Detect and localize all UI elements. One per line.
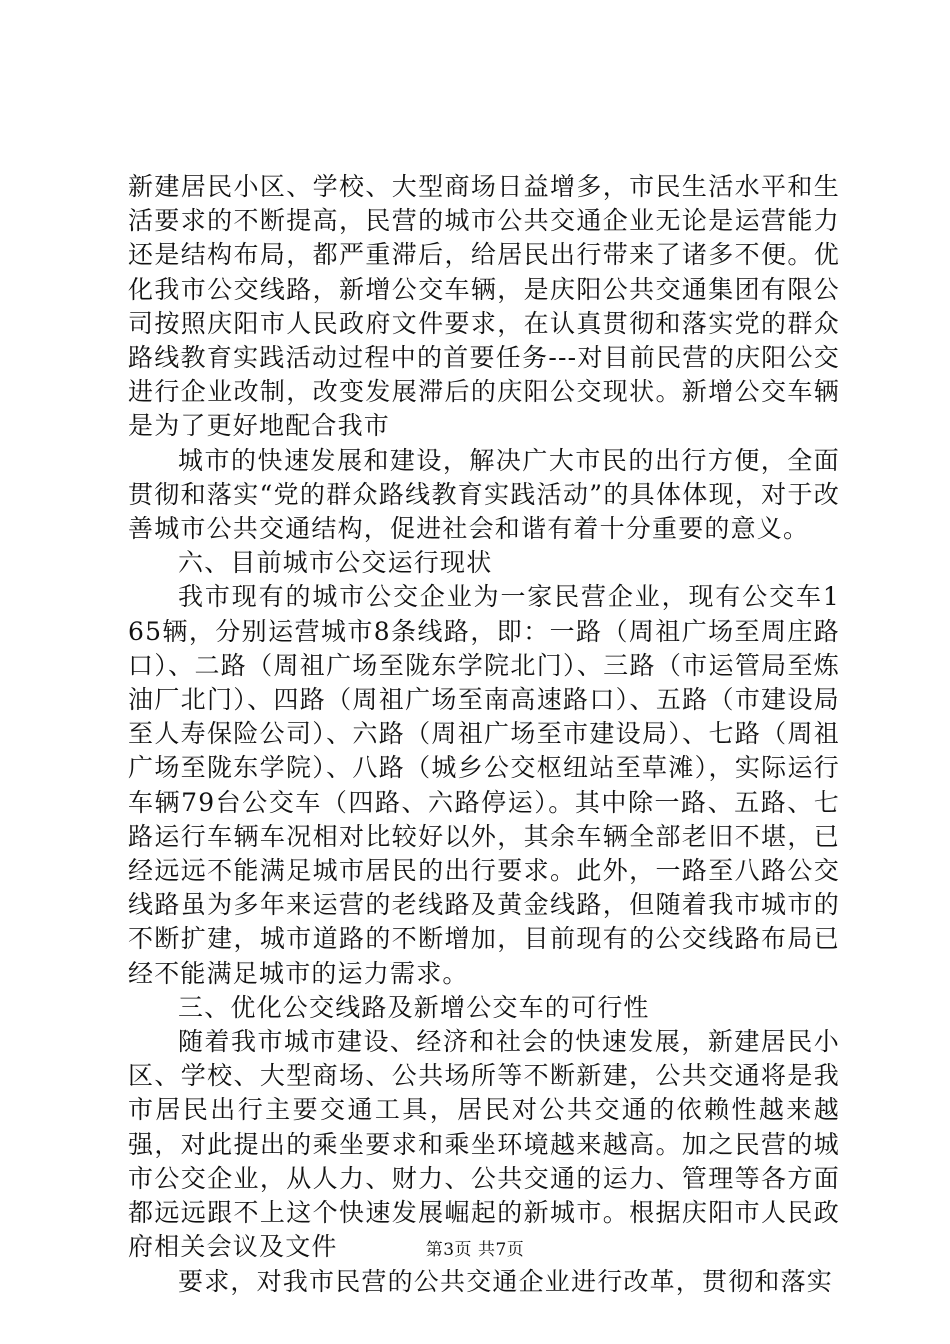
paragraph-significance: 城市的快速发展和建设，解决广大市民的出行方便，全面贯彻和落实“党的群众路线教育实践活动”的具体体现，对于改善城市公共交通结构，促进社会和谐有着十分重要的意义。 (128, 445, 840, 544)
paragraph-feasibility: 随着我市城市建设、经济和社会的快速发展，新建居民小区、学校、大型商场、公共场所等不断新建，公共交通将是我市居民出行主要交通工具，居民对公共交通的依赖性越来越强，对此提出的乘坐要求和乘坐环境越来越高。加之民营的城市公交企业，从人力、财力、公共交通的运力、管理等各方面都远远跟不上这个快速发展崛起的新城市。根据庆阳市人民政府相关会议及文件 (128, 1027, 840, 1262)
paragraph-requirement: 要求，对我市民营的公共交通企业进行改革，贯彻和落实 (178, 1266, 834, 1296)
document-body (128, 170, 840, 1299)
section-heading-feasibility: 三、优化公交线路及新增公交车的可行性 (178, 992, 650, 1022)
paragraph-current-status: 我市现有的城市公交企业为一家民营企业，现有公交车165辆，分别运营城市8条线路，即：一路（周祖广场至周庄路口）、二路（周祖广场至陇东学院北门）、三路（市运管局至炼油厂北门）、四路（周祖广场至南高速路口）、五路（市建设局至人寿保险公司）、六路（周祖广场至市建设局）、七路（周祖广场至陇东学院）、八路（城乡公交枢纽站至草滩），实际运行车辆79台公交车（四路、六路停运）。其中除一路、五路、七路运行车辆车况相对比较好以外，其余车辆全部老旧不堪，已经远远不能满足城市居民的出行要求。此外，一路至八路公交线路虽为多年来运营的老线路及黄金线路，但随着我市城市的不断扩建，城市道路的不断增加，目前现有的公交线路布局已经不能满足城市的运力需求。 (128, 582, 840, 988)
paragraph-intro-continued: 新建居民小区、学校、大型商场日益增多，市民生活水平和生活要求的不断提高，民营的城市公共交通企业无论是运营能力还是结构布局，都严重滞后，给居民出行带来了诸多不便。优化我市公交线路，新增公交车辆，是庆阳公共交通集团有限公司按照庆阳市人民政府文件要求，在认真贯彻和落实党的群众路线教育实践活动过程中的首要任务---对目前民营的庆阳公交进行企业改制，改变发展滞后的庆阳公交现状。新增公交车辆是为了更好地配合我市 (128, 172, 840, 441)
section-heading-current-status: 六、目前城市公交运行现状 (178, 548, 493, 578)
page-footer: 第3页 共7页 (425, 1240, 525, 1260)
